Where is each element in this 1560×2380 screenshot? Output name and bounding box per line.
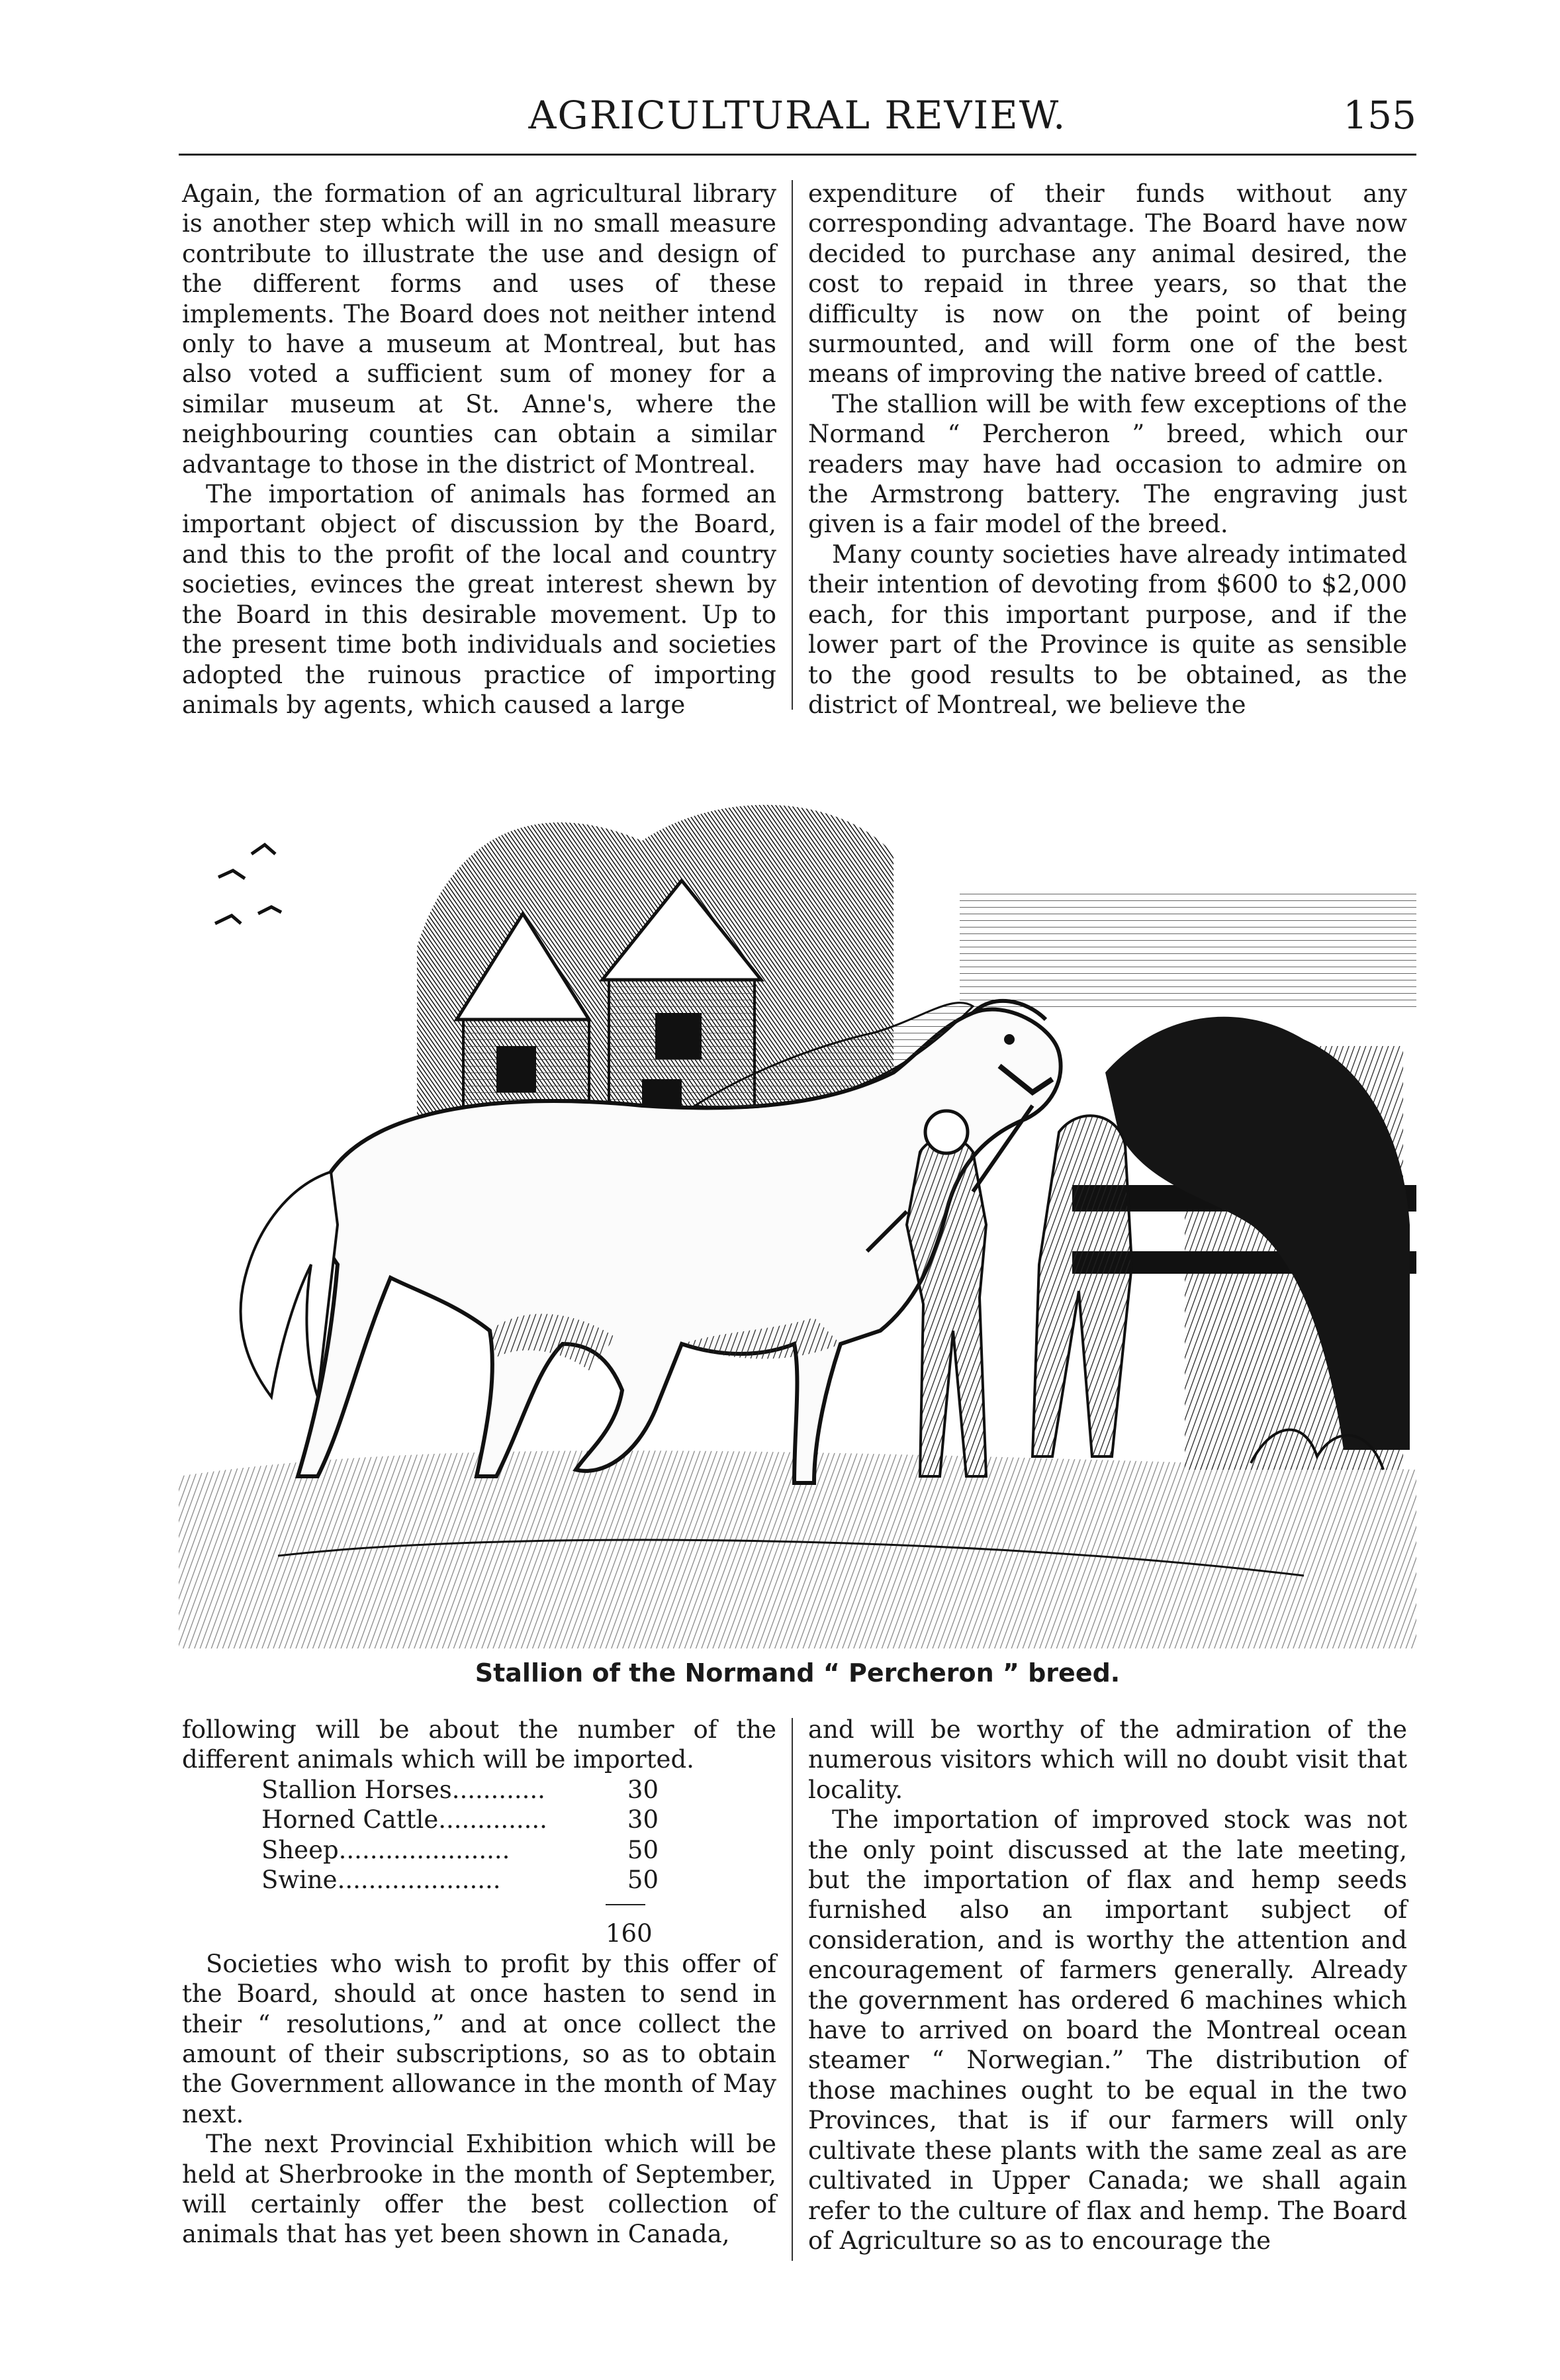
animal-label: Stallion Horses............ bbox=[261, 1775, 545, 1804]
animals-total: 160 bbox=[606, 1919, 653, 1948]
header-rule bbox=[179, 154, 1416, 156]
table-row bbox=[261, 1835, 659, 1865]
bottom-left-column bbox=[182, 1715, 776, 2250]
paragraph: following will be about the number of the different animals which will be imported. bbox=[182, 1715, 776, 1774]
paragraph: and will be worthy of the admiration of the numerous visitors which will no doubt visit that locality. bbox=[808, 1715, 1407, 1804]
table-row bbox=[261, 1865, 659, 1895]
paragraph: expenditure of their funds without any corresponding advantage. The Board have now decided to purchase any animal desired, the cost to repaid in three years, so that the difficulty is now on the point of being surmounted, and will form one of the best means of improving the native breed of cattle. bbox=[808, 179, 1407, 389]
animal-count: 50 bbox=[627, 1835, 659, 1864]
paragraph: Societies who wish to profit by this offer of the Board, should at once hasten to send in their “ resolutions,” and at once collect the amount of their subscriptions, so as to obtain the Government allowance in the month of May next. bbox=[182, 1949, 776, 2128]
table-row bbox=[261, 1775, 659, 1805]
animal-label: Swine..................... bbox=[261, 1865, 501, 1894]
running-head bbox=[179, 93, 1416, 139]
running-title: AGRICULTURAL REVIEW. bbox=[528, 93, 1067, 138]
bottom-right-column bbox=[808, 1715, 1407, 2256]
animals-table bbox=[261, 1775, 659, 1895]
top-right-column bbox=[808, 179, 1407, 720]
paragraph: The stallion will be with few exceptions of the Normand “ Percheron ” breed, which our readers may have had occasion to admire on the Armstrong battery. The engraving just given is a fair model of the breed. bbox=[808, 389, 1407, 539]
column-divider bbox=[792, 180, 793, 710]
animal-label: Horned Cattle.............. bbox=[261, 1805, 547, 1834]
paragraph: Again, the formation of an agricultural library is another step which will in no small measure contribute to illustrate the use and design of the different forms and uses of these implements. The Board does not neither intend only to have a museum at Montreal, but has also voted a sufficient sum of money for a similar museum at St. Anne's, where the neighbouring counties can obtain a similar advantage to those in the district of Montreal. bbox=[182, 179, 776, 479]
paragraph: The importation of improved stock was not the only point discussed at the late meeting, but the importation of flax and hemp seeds furnished also an important subject of consideration, and is worthy the attention and encouragement of farmers generally. Already the government has ordered 6 machines which have to arrived on board the Montreal ocean steamer “ Norwegian.” The distribution of those machines ought to be equal in the two Provinces, that is if our farmers will only cultivate these plants with the same zeal as are cultivated in Upper Canada; we shall again refer to the culture of flax and hemp. The Board of Agriculture so as to encourage the bbox=[808, 1805, 1407, 2255]
paragraph: The importation of animals has formed an important object of discussion by the Board, and this to the profit of the local and country societies, evinces the great interest shewn by the Board in this desirable movement. Up to the present time both individuals and societies adopted the ruinous practice of importing animals by agents, which caused a large bbox=[182, 480, 776, 719]
animal-count: 50 bbox=[627, 1865, 659, 1894]
animal-count: 30 bbox=[627, 1805, 659, 1834]
paragraph: Many county societies have already intimated their intention of devoting from $600 to $2,000 each, for this important purpose, and if the lower part of the Province is quite as sensible to the good results to be obtained, as the district of Montreal, we believe the bbox=[808, 540, 1407, 719]
horse-engraving bbox=[179, 761, 1416, 1648]
illustration-caption: Stallion of the Normand “ Percheron ” breed. bbox=[475, 1658, 1121, 1688]
top-left-column bbox=[182, 179, 776, 720]
paragraph: The next Provincial Exhibition which will be held at Sherbrooke in the month of September, will certainly offer the best collection of animals that has yet been shown in Canada, bbox=[182, 2130, 776, 2249]
animal-count: 30 bbox=[627, 1775, 659, 1804]
column-divider bbox=[792, 1718, 793, 2261]
animal-label: Sheep...................... bbox=[261, 1835, 510, 1864]
page-number: 155 bbox=[1343, 93, 1416, 138]
table-row bbox=[261, 1805, 659, 1834]
sum-rule bbox=[606, 1904, 645, 1919]
